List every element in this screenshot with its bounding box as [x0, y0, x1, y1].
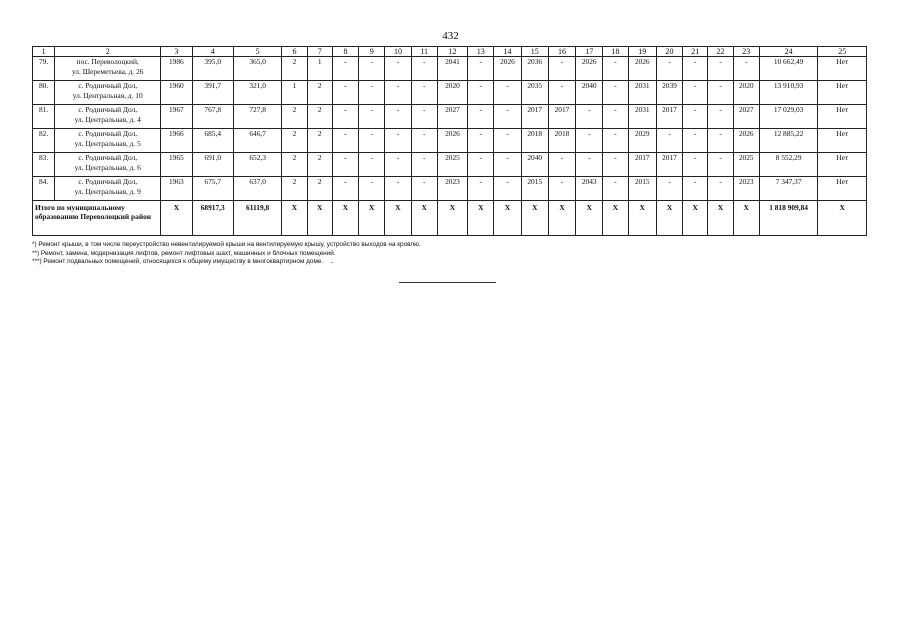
table-cell: 2	[307, 153, 332, 177]
table-cell: 1963	[161, 177, 192, 201]
total-cell: X	[161, 201, 192, 236]
column-number-15: 15	[521, 47, 548, 57]
table-cell: 2025	[733, 153, 759, 177]
total-cell: X	[576, 201, 603, 236]
table-cell: 1967	[161, 105, 192, 129]
table-cell: 652,3	[233, 153, 281, 177]
table-cell: 2039	[656, 81, 682, 105]
total-cell: 68917,3	[192, 201, 233, 236]
table-cell: 2020	[437, 81, 467, 105]
cost-cell: 8 552,29	[759, 153, 818, 177]
row-number-cell: 84.	[33, 177, 55, 201]
total-cell: X	[548, 201, 575, 236]
table-body	[33, 57, 867, 236]
table-cell: -	[708, 57, 733, 81]
table-row	[33, 129, 867, 153]
table-cell: -	[411, 57, 437, 81]
total-cell: X	[385, 201, 411, 236]
total-cell: X	[628, 201, 656, 236]
table-cell: -	[683, 177, 708, 201]
table-cell: -	[656, 57, 682, 81]
table-cell: -	[359, 81, 385, 105]
column-number-14: 14	[494, 47, 521, 57]
table-row	[33, 57, 867, 81]
table-cell: -	[359, 129, 385, 153]
table-cell: 2	[307, 129, 332, 153]
table-cell: -	[683, 129, 708, 153]
table-cell: -	[411, 129, 437, 153]
table-cell: -	[494, 129, 521, 153]
table-cell: 2026	[437, 129, 467, 153]
table-cell: 685,4	[192, 129, 233, 153]
table-cell: 1965	[161, 153, 192, 177]
total-cell: 61119,8	[233, 201, 281, 236]
table-cell: -	[548, 81, 575, 105]
table-cell: -	[411, 153, 437, 177]
row-number-cell: 82.	[33, 129, 55, 153]
column-number-17: 17	[576, 47, 603, 57]
column-number-7: 7	[307, 47, 332, 57]
table-cell: -	[683, 153, 708, 177]
table-cell: -	[603, 153, 628, 177]
column-number-9: 9	[359, 47, 385, 57]
table-cell: -	[603, 105, 628, 129]
table-cell: -	[494, 81, 521, 105]
table-cell: -	[468, 153, 494, 177]
table-cell: 2035	[521, 81, 548, 105]
table-cell: 2015	[628, 177, 656, 201]
table-cell: 646,7	[233, 129, 281, 153]
table-cell: -	[332, 57, 358, 81]
footnote-basements	[32, 258, 732, 267]
table-cell: -	[603, 177, 628, 201]
footnote-roof: *) Ремонт крыши, в том числе переустройство невентилируемой крыши на вентилируемую крышу, устройство выходов на кровлю.	[32, 241, 421, 248]
flag-cell: Нет	[818, 81, 867, 105]
table-cell: -	[708, 129, 733, 153]
address-cell: с. Родничный Дол, ул. Центральная, д. 4	[55, 105, 161, 129]
column-number-16: 16	[548, 47, 575, 57]
table-row	[33, 81, 867, 105]
table-cell: -	[576, 129, 603, 153]
table-cell: 2026	[576, 57, 603, 81]
cost-cell: 10 662,49	[759, 57, 818, 81]
table-cell: 2043	[576, 177, 603, 201]
table-cell: 2023	[733, 177, 759, 201]
table-cell: 2029	[628, 129, 656, 153]
column-number-3: 3	[161, 47, 192, 57]
column-number-6: 6	[282, 47, 307, 57]
table-cell: 2041	[437, 57, 467, 81]
column-number-24: 24	[759, 47, 818, 57]
table-cell: -	[468, 57, 494, 81]
column-number-21: 21	[683, 47, 708, 57]
table-cell: 637,0	[233, 177, 281, 201]
table-cell: -	[656, 129, 682, 153]
table-cell: 2023	[437, 177, 467, 201]
table-cell: -	[683, 105, 708, 129]
capital-repair-table	[32, 46, 867, 236]
footnote-elevators: **) Ремонт, замена, модернизация лифтов, ремонт лифтовых шахт, машинных и блочных помещений.	[32, 249, 336, 257]
column-number-19: 19	[628, 47, 656, 57]
table-cell: -	[468, 105, 494, 129]
table-cell: 2018	[548, 129, 575, 153]
table-row	[33, 153, 867, 177]
table-cell: -	[332, 129, 358, 153]
table-cell: 691,0	[192, 153, 233, 177]
table-cell: -	[411, 105, 437, 129]
table-row	[33, 105, 867, 129]
column-number-23: 23	[733, 47, 759, 57]
column-number-12: 12	[437, 47, 467, 57]
table-cell: -	[603, 57, 628, 81]
table-cell: -	[411, 81, 437, 105]
table-cell: -	[468, 177, 494, 201]
table-cell: 365,0	[233, 57, 281, 81]
table-cell: -	[359, 153, 385, 177]
table-cell: 2	[282, 105, 307, 129]
cost-cell: 17 029,03	[759, 105, 818, 129]
table-cell: -	[411, 177, 437, 201]
table-cell: 767,8	[192, 105, 233, 129]
table-cell: 2031	[628, 105, 656, 129]
table-cell: -	[332, 81, 358, 105]
total-cell: X	[332, 201, 358, 236]
address-cell: с. Родничный Дол, ул. Центральная, д. 9	[55, 177, 161, 201]
column-number-4: 4	[192, 47, 233, 57]
table-cell: 2	[282, 153, 307, 177]
table-cell: 2040	[521, 153, 548, 177]
total-cell: X	[708, 201, 733, 236]
table-cell: -	[359, 177, 385, 201]
table-cell: 2	[282, 57, 307, 81]
table-cell: 2026	[628, 57, 656, 81]
footnotes	[32, 241, 732, 267]
column-number-2: 2	[55, 47, 161, 57]
table-cell: 2027	[733, 105, 759, 129]
table-cell: -	[494, 177, 521, 201]
table-cell: -	[468, 81, 494, 105]
table-cell: 1966	[161, 129, 192, 153]
total-cell: X	[307, 201, 332, 236]
total-label: Итого по муниципальному образованию Переволоцкий район	[33, 201, 161, 236]
column-number-20: 20	[656, 47, 682, 57]
table-cell: 2020	[733, 81, 759, 105]
table-cell: -	[548, 57, 575, 81]
table-cell: 2015	[521, 177, 548, 201]
table-cell: 2026	[733, 129, 759, 153]
row-number-cell: 83.	[33, 153, 55, 177]
table-cell: -	[708, 81, 733, 105]
table-cell: -	[708, 105, 733, 129]
table-cell: 395,0	[192, 57, 233, 81]
table-cell: -	[385, 129, 411, 153]
table-cell: 2040	[576, 81, 603, 105]
total-cell: X	[603, 201, 628, 236]
address-cell: пос. Переволоцкий, ул. Шереметьева, д. 26	[55, 57, 161, 81]
column-number-8: 8	[332, 47, 358, 57]
total-cell: X	[282, 201, 307, 236]
table-cell: -	[656, 177, 682, 201]
table-cell: -	[683, 81, 708, 105]
table-cell: -	[494, 105, 521, 129]
total-cost-cell: 1 818 909,84	[759, 201, 818, 236]
table-cell: -	[576, 105, 603, 129]
table-cell: 1	[307, 57, 332, 81]
flag-cell: Нет	[818, 105, 867, 129]
footnote-basements-text: ***) Ремонт подвальных помещений, относящихся к общему имуществу в многоквартирном доме.	[32, 258, 324, 265]
total-cell: X	[683, 201, 708, 236]
cost-cell: 13 910,93	[759, 81, 818, 105]
cost-cell: 7 347,37	[759, 177, 818, 201]
table-cell: 1986	[161, 57, 192, 81]
end-rule	[399, 282, 496, 283]
table-cell: -	[733, 57, 759, 81]
table-cell: 2	[307, 81, 332, 105]
table-cell: 2	[282, 129, 307, 153]
total-cell: X	[359, 201, 385, 236]
total-cell: X	[656, 201, 682, 236]
table-row	[33, 177, 867, 201]
table-cell: -	[603, 129, 628, 153]
total-cell: X	[437, 201, 467, 236]
footnote-trailer: .	[330, 258, 333, 265]
row-number-cell: 79.	[33, 57, 55, 81]
table-cell: -	[359, 105, 385, 129]
table-cell: 2017	[521, 105, 548, 129]
table-cell: -	[385, 81, 411, 105]
table-cell: 1960	[161, 81, 192, 105]
total-row	[33, 201, 867, 236]
column-number-row	[33, 47, 867, 57]
column-number-10: 10	[385, 47, 411, 57]
address-cell: с. Родничный Дол, ул. Центральная, д. 10	[55, 81, 161, 105]
page-number: 432	[442, 30, 459, 42]
table-cell: 727,8	[233, 105, 281, 129]
column-number-18: 18	[603, 47, 628, 57]
table-cell: 2	[282, 177, 307, 201]
table-cell: -	[468, 129, 494, 153]
row-number-cell: 81.	[33, 105, 55, 129]
table-cell: -	[385, 105, 411, 129]
table-cell: 2	[307, 177, 332, 201]
table-cell: -	[332, 177, 358, 201]
total-cell: X	[494, 201, 521, 236]
table-cell: -	[708, 177, 733, 201]
table-cell: -	[708, 153, 733, 177]
table-cell: -	[385, 177, 411, 201]
row-number-cell: 80.	[33, 81, 55, 105]
table-cell: -	[332, 105, 358, 129]
flag-cell: Нет	[818, 57, 867, 81]
table-cell: -	[332, 153, 358, 177]
table-cell: -	[683, 57, 708, 81]
table-cell: 1	[282, 81, 307, 105]
flag-cell: Нет	[818, 153, 867, 177]
address-cell: с. Родничный Дол, ул. Центральная, д. 6	[55, 153, 161, 177]
table-cell: 2017	[628, 153, 656, 177]
table-cell: 321,0	[233, 81, 281, 105]
table-cell: 2018	[521, 129, 548, 153]
column-number-25: 25	[818, 47, 867, 57]
table-cell: -	[359, 57, 385, 81]
cost-cell: 12 885,22	[759, 129, 818, 153]
column-number-11: 11	[411, 47, 437, 57]
column-number-1: 1	[33, 47, 55, 57]
table-cell: 2031	[628, 81, 656, 105]
address-cell: с. Родничный Дол, ул. Центральная, д. 5	[55, 129, 161, 153]
table-cell: -	[548, 153, 575, 177]
table-cell: 2017	[656, 153, 682, 177]
table-cell: -	[576, 153, 603, 177]
total-cell: X	[468, 201, 494, 236]
table-cell: 391,7	[192, 81, 233, 105]
column-number-5: 5	[233, 47, 281, 57]
column-number-13: 13	[468, 47, 494, 57]
table-cell: 2017	[656, 105, 682, 129]
table-cell: 2026	[494, 57, 521, 81]
table-cell: 675,7	[192, 177, 233, 201]
table-cell: 2	[307, 105, 332, 129]
total-cell: X	[411, 201, 437, 236]
total-cell: X	[521, 201, 548, 236]
table-cell: -	[385, 153, 411, 177]
table-cell: 2036	[521, 57, 548, 81]
table-cell: 2017	[548, 105, 575, 129]
table-cell: -	[494, 153, 521, 177]
total-cell: X	[818, 201, 867, 236]
total-cell: X	[733, 201, 759, 236]
table-cell: 2027	[437, 105, 467, 129]
table-cell: 2025	[437, 153, 467, 177]
flag-cell: Нет	[818, 129, 867, 153]
flag-cell: Нет	[818, 177, 867, 201]
table-cell: -	[548, 177, 575, 201]
table-cell: -	[603, 81, 628, 105]
column-number-22: 22	[708, 47, 733, 57]
table-cell: -	[385, 57, 411, 81]
